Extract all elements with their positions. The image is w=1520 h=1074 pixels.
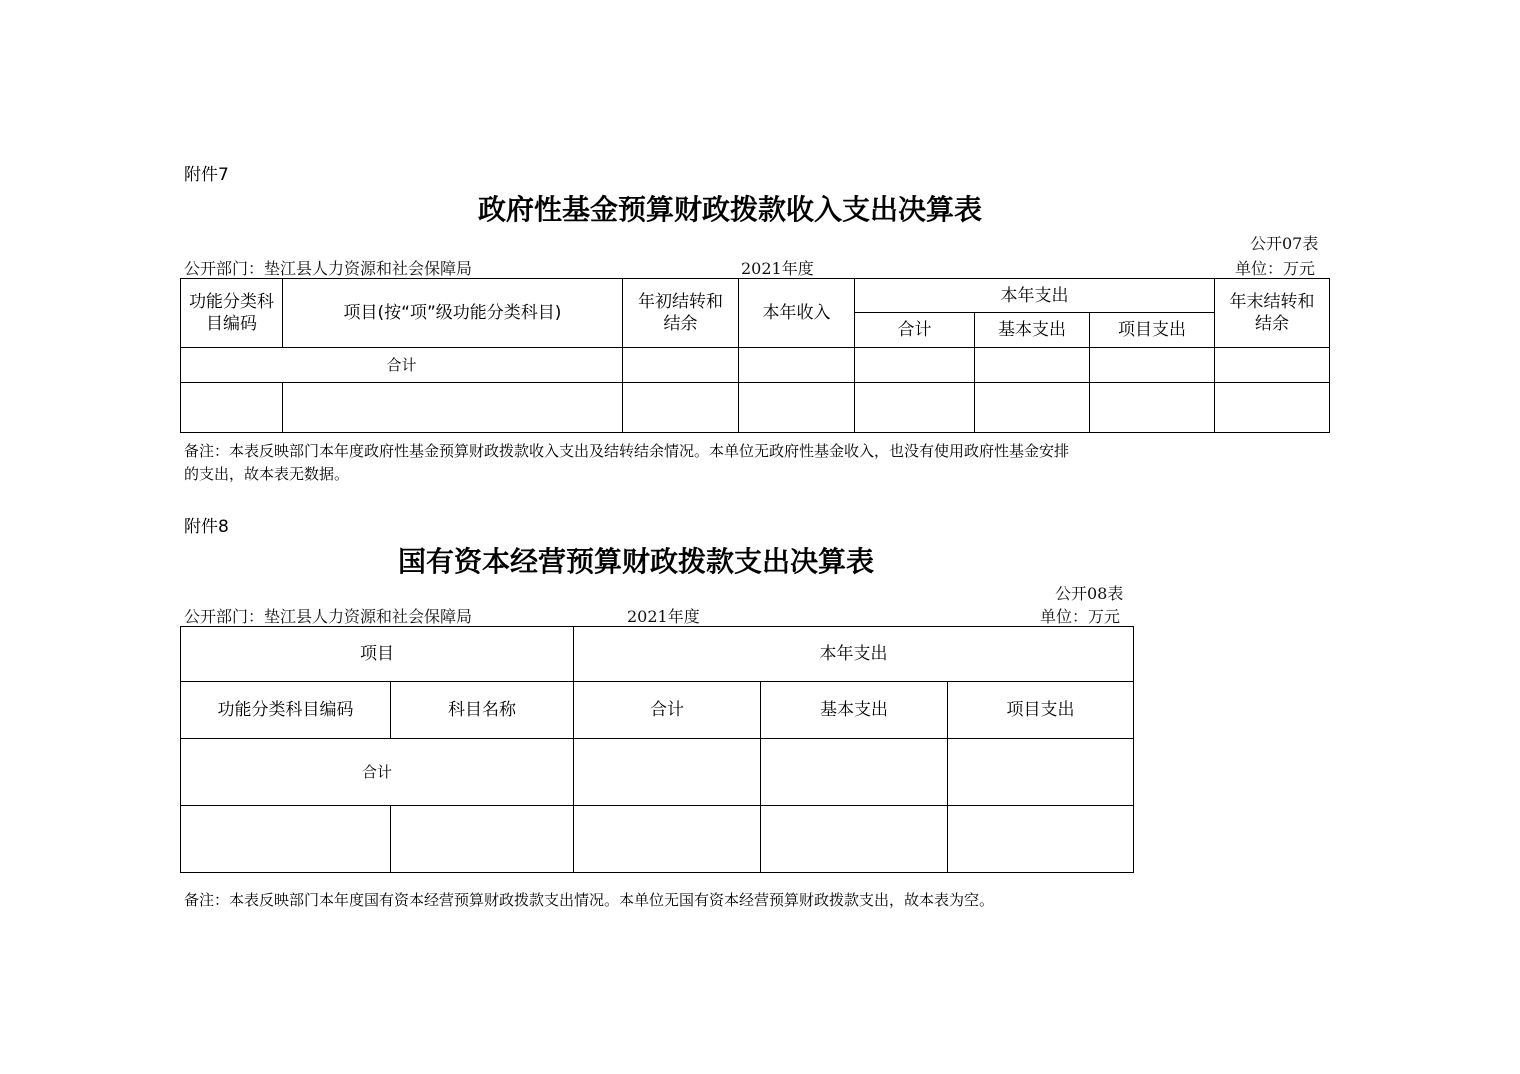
cell bbox=[1215, 348, 1330, 383]
header-total: 合计 bbox=[574, 682, 761, 739]
cell bbox=[975, 383, 1090, 433]
header-item: 项目(按“项”级功能分类科目) bbox=[283, 279, 623, 348]
cell bbox=[283, 383, 623, 433]
cell bbox=[948, 806, 1134, 873]
cell bbox=[181, 806, 391, 873]
doc1-department: 公开部门：垫江县人力资源和社会保障局 bbox=[184, 259, 473, 278]
attachment-label-7: 附件7 bbox=[184, 165, 229, 185]
header-expense: 本年支出 bbox=[855, 279, 1215, 313]
cell bbox=[391, 806, 574, 873]
cell bbox=[855, 383, 975, 433]
total-row bbox=[181, 739, 1134, 806]
header-income: 本年收入 bbox=[739, 279, 855, 348]
cell bbox=[739, 348, 855, 383]
header-project: 项目支出 bbox=[948, 682, 1134, 739]
doc1-note-line1: 备注：本表反映部门本年度政府性基金预算财政拨款收入支出及结转结余情况。本单位无政府性基金收入，也没有使用政府性基金安排 bbox=[184, 442, 1070, 460]
header-begin-balance: 年初结转和结余 bbox=[623, 279, 739, 348]
doc2-title: 国有资本经营预算财政拨款支出决算表 bbox=[398, 545, 875, 578]
cell bbox=[761, 739, 948, 806]
cell bbox=[739, 383, 855, 433]
header-item: 项目 bbox=[181, 627, 574, 682]
doc1-unit: 单位：万元 bbox=[1235, 259, 1316, 278]
header-code: 功能分类科目编码 bbox=[181, 682, 391, 739]
cell bbox=[975, 348, 1090, 383]
total-row bbox=[181, 348, 1330, 383]
cell bbox=[574, 739, 761, 806]
doc1-table bbox=[180, 278, 1330, 433]
header-expense: 本年支出 bbox=[574, 627, 1134, 682]
header-code: 功能分类科目编码 bbox=[181, 279, 283, 348]
doc2-form-no: 公开08表 bbox=[1055, 584, 1124, 603]
cell bbox=[948, 739, 1134, 806]
cell bbox=[181, 383, 283, 433]
doc2-year: 2021年度 bbox=[627, 607, 700, 626]
cell bbox=[761, 806, 948, 873]
cell bbox=[855, 348, 975, 383]
header-name: 科目名称 bbox=[391, 682, 574, 739]
header-basic: 基本支出 bbox=[975, 313, 1090, 348]
cell bbox=[1215, 383, 1330, 433]
doc2-note: 备注：本表反映部门本年度国有资本经营预算财政拨款支出情况。本单位无国有资本经营预算财政拨款支出，故本表为空。 bbox=[184, 891, 995, 909]
table-row bbox=[181, 383, 1330, 433]
header-end-balance: 年末结转和结余 bbox=[1215, 279, 1330, 348]
total-label: 合计 bbox=[181, 348, 623, 383]
header-total: 合计 bbox=[855, 313, 975, 348]
doc1-year: 2021年度 bbox=[741, 259, 814, 278]
doc2-unit: 单位：万元 bbox=[1040, 607, 1121, 626]
cell bbox=[1090, 348, 1215, 383]
cell bbox=[1090, 383, 1215, 433]
doc1-note-line2: 的支出，故本表无数据。 bbox=[184, 465, 350, 483]
cell bbox=[574, 806, 761, 873]
table-row bbox=[181, 806, 1134, 873]
doc2-department: 公开部门：垫江县人力资源和社会保障局 bbox=[184, 607, 473, 626]
total-label: 合计 bbox=[181, 739, 574, 806]
doc2-table bbox=[180, 626, 1134, 873]
cell bbox=[623, 348, 739, 383]
doc1-title: 政府性基金预算财政拨款收入支出决算表 bbox=[478, 193, 983, 226]
header-basic: 基本支出 bbox=[761, 682, 948, 739]
doc1-form-no: 公开07表 bbox=[1250, 234, 1319, 253]
header-project: 项目支出 bbox=[1090, 313, 1215, 348]
cell bbox=[623, 383, 739, 433]
attachment-label-8: 附件8 bbox=[184, 517, 229, 537]
